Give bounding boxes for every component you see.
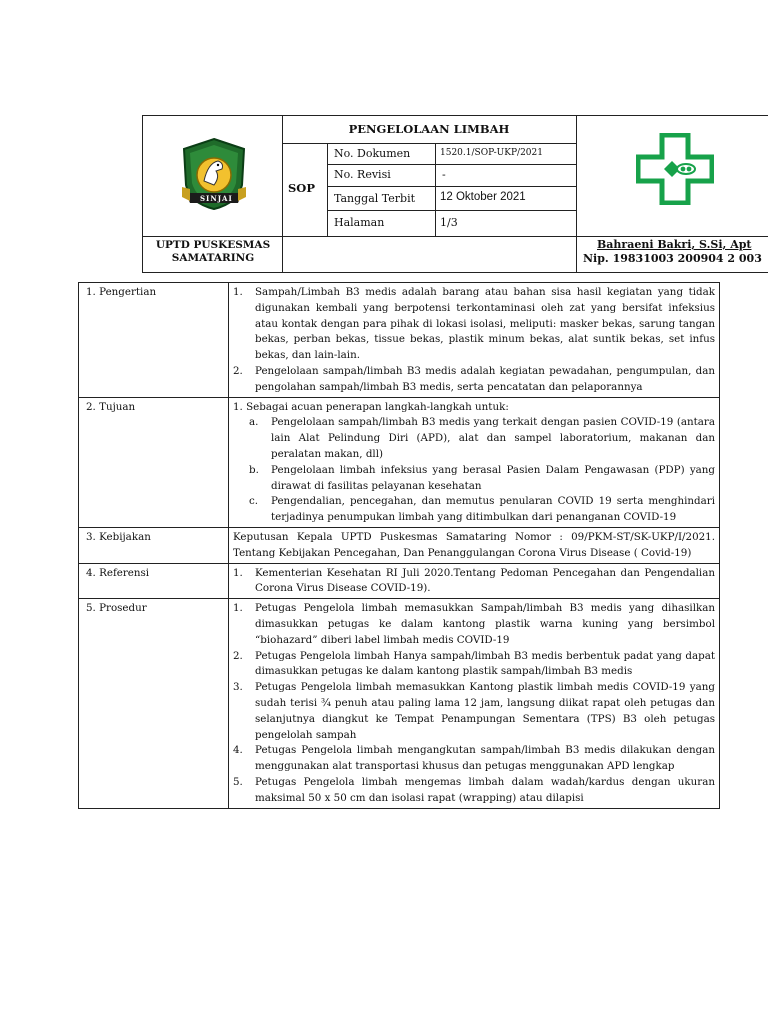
puskesmas-cross-logo (636, 133, 714, 205)
section-label: 5. Prosedur (79, 599, 229, 808)
list-item: 2. Petugas Pengelola limbah Hanya sampah/limbah B3 medis berbentuk padat yang dapat dimasukkan petugas ke dalam kantong plastik sampah/limbah B3 medis (233, 649, 715, 678)
institution-name: UPTD PUSKESMAS SAMATARING (155, 239, 271, 264)
emblem-caption: SINJAI (200, 194, 233, 203)
section-row-prosedur (79, 599, 720, 808)
section-row-tujuan (79, 397, 720, 527)
section-content (229, 527, 720, 563)
sop-label: SOP (288, 181, 315, 195)
list-item: c. Pengendalian, pencegahan, dan memutus penularan COVID 19 serta menghindari terjadinya penumpukan limbah yang ditimbulkan dari penanganan COVID-19 (249, 495, 715, 524)
field-value-tanggal-terbit: 12 Oktober 2021 (440, 191, 526, 203)
section-label: 2. Tujuan (79, 397, 229, 527)
section-label: 3. Kebijakan (79, 527, 229, 563)
signer-name: Bahraeni Bakri, S.Si, Apt (597, 238, 752, 251)
field-label-no-dokumen: No. Dokumen (334, 147, 411, 160)
list-item: a. Pengelolaan sampah/limbah B3 medis yang terkait dengan pasien COVID-19 (antara lain Alat Pelindung Diri (APD), alat dan sampel laboratorium, makanan dan peralatan makan, dll) (249, 416, 715, 460)
section-row-referensi (79, 563, 720, 599)
list-item: 5. Petugas Pengelola limbah mengemas limbah dalam wadah/kardus dengan ukuran maksimal 50 x 50 cm dan isolasi rapat (wrapping) atau dilapisi (233, 775, 715, 804)
field-label-halaman: Halaman (334, 216, 385, 229)
field-value-halaman: 1/3 (440, 216, 458, 229)
list-item: 1. Sampah/Limbah B3 medis adalah barang atau bahan sisa hasil kegiatan yang tidak digunakan kembali yang berpotensi terkontaminasi oleh zat yang bersifat infeksius atau kontak dengan para pihak di lokasi isolasi, meliputi: masker bekas, sarung tangan bekas, perban bekas, tissue bekas, plastik minum bekas, alat suntik bekas, set infus bekas, dan lain-lain. (233, 286, 715, 362)
list-item: 2. Pengelolaan sampah/limbah B3 medis adalah kegiatan pewadahan, pengumpulan, dan pengolahan sampah/limbah B3 medis, serta pencatatan dan pelaporannya (233, 364, 715, 393)
list-item: 1. Kementerian Kesehatan RI Juli 2020.Tentang Pedoman Pencegahan dan Pengendalian Corona Virus Disease COVID-19). (233, 566, 715, 595)
field-value-no-revisi: - (442, 168, 446, 181)
signer-nip: Nip. 19831003 200904 2 003 (583, 252, 762, 265)
section-content (229, 599, 720, 808)
section-label: 1. Pengertian (79, 283, 229, 398)
document-title: PENGELOLAAN LIMBAH (348, 122, 510, 136)
field-label-tanggal-terbit: Tanggal Terbit (334, 192, 416, 205)
section-intro: 1. Sebagai acuan penerapan langkah-langkah untuk: (233, 400, 509, 413)
section-content (229, 397, 720, 527)
list-item: 4. Petugas Pengelola limbah mengangkutan sampah/limbah B3 medis dilakukan dengan menggunakan alat transportasi khusus dan petugas menggunakan APD lengkap (233, 744, 715, 773)
field-label-no-revisi: No. Revisi (334, 168, 391, 181)
section-row-kebijakan (79, 527, 720, 563)
list-item: 1. Petugas Pengelola limbah memasukkan Sampah/limbah B3 medis yang dihasilkan dimasukkan petugas ke dalam kantong plastik warna kuning yang bersimbol “biohazard” diberi label limbah medis COVID-19 (233, 602, 715, 646)
section-content (229, 283, 720, 398)
list-item: b. Pengelolaan limbah infeksius yang berasal Pasien Dalam Pengawasan (PDP) yang dirawat di fasilitas pelayanan kesehatan (249, 463, 715, 492)
section-content (229, 563, 720, 599)
sop-content-table (78, 282, 720, 809)
policy-text: Keputusan Kepala UPTD Puskesmas Samataring Nomor : 09/PKM-ST/SK-UKP/I/2021. Tentang Kebijakan Pencegahan, Dan Penanggulangan Corona Virus Disease ( Covid-19) (233, 530, 715, 559)
list-item: 3. Petugas Pengelola limbah memasukkan Kantong plastik limbah medis COVID-19 yang sudah terisi ¾ penuh atau paling lama 12 jam, langsung diikat rapat oleh petugas dan selanjutnya diangkut ke Tempat Penampungan Sementara (TPS) B3 oleh petugas pengelolah sampah (233, 681, 715, 741)
section-label: 4. Referensi (79, 563, 229, 599)
section-row-pengertian (79, 283, 720, 398)
field-value-no-dokumen: 1520.1/SOP-UKP/2021 (440, 148, 543, 158)
